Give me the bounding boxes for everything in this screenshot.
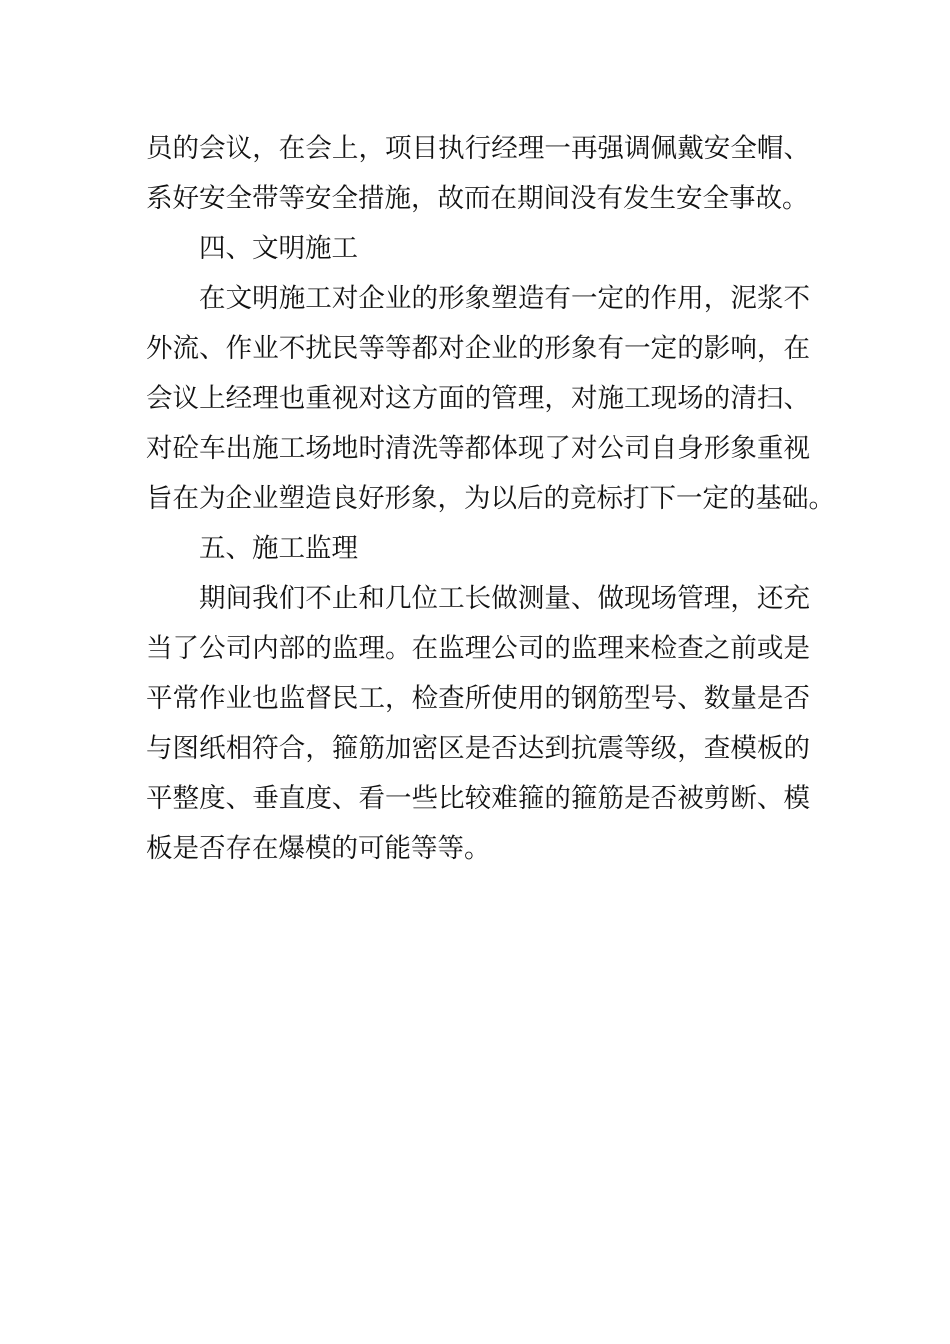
text-line: 与图纸相符合，箍筋加密区是否达到抗震等级，查模板的: [146, 733, 810, 764]
text-line: 平整度、垂直度、看一些比较难箍的箍筋是否被剪断、模: [146, 783, 810, 814]
text-line: 平常作业也监督民工，检查所使用的钢筋型号、数量是否: [146, 683, 810, 714]
text-line: 员的会议，在会上，项目执行经理一再强调佩戴安全帽、: [146, 133, 810, 164]
text-line: 板是否存在爆模的可能等等。: [146, 833, 491, 864]
text-line: 系好安全带等安全措施，故而在期间没有发生安全事故。: [146, 183, 809, 214]
text-line: 旨在为企业塑造良好形象，为以后的竞标打下一定的基础。: [146, 483, 835, 514]
section-heading: 四、文明施工: [199, 233, 358, 264]
text-line: 对砼车出施工场地时清洗等都体现了对公司自身形象重视: [146, 433, 810, 464]
section-heading: 五、施工监理: [199, 533, 358, 564]
text-line: 外流、作业不扰民等等都对企业的形象有一定的影响，在: [146, 333, 810, 364]
text-line: 期间我们不止和几位工长做测量、做现场管理，还充: [199, 583, 810, 614]
text-line: 会议上经理也重视对这方面的管理，对施工现场的清扫、: [146, 383, 810, 414]
text-line: 当了公司内部的监理。在监理公司的监理来检查之前或是: [146, 633, 810, 664]
body-text: [146, 124, 835, 874]
text-line: 在文明施工对企业的形象塑造有一定的作用，泥浆不: [199, 283, 810, 314]
